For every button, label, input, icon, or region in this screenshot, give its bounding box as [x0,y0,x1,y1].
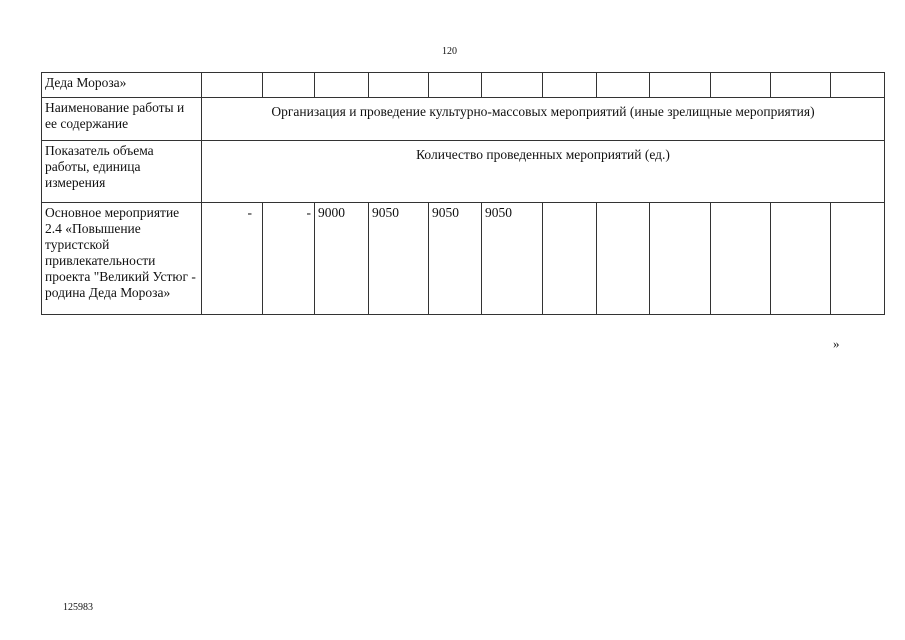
table-cell [771,73,831,98]
table-cell [429,73,482,98]
table-cell [315,73,369,98]
table-cell [202,73,263,98]
table-cell [263,73,315,98]
table-cell [650,203,711,315]
table-row [42,73,885,98]
row-label: Основное мероприятие 2.4 «Повышение туристской привлекательности проекта "Великий Устюг - родина Деда Мороза» [42,203,202,315]
page-number: 120 [442,46,457,57]
table-cell [482,73,543,98]
table-cell [597,73,650,98]
table-cell [711,73,771,98]
table-cell: 9050 [429,203,482,315]
closing-quote: » [833,336,840,351]
table-cell [711,203,771,315]
table-cell: - [263,203,315,315]
table-cell: 9000 [315,203,369,315]
table-cell [831,203,885,315]
table-cell [543,203,597,315]
table-cell [543,73,597,98]
table-cell: 9050 [482,203,543,315]
table-cell [650,73,711,98]
work-name-cell: Организация и проведение культурно-массовых мероприятий (иные зрелищные мероприятия) [202,98,885,141]
document-code: 125983 [63,602,93,613]
activity-table [41,72,885,315]
table-cell: - [202,203,263,315]
table-cell [597,203,650,315]
table-row [42,203,885,315]
table-row [42,98,885,141]
table-cell [771,203,831,315]
table-row [42,141,885,203]
row-label: Деда Мороза» [42,73,202,98]
row-label: Показатель объема работы, единица измерения [42,141,202,203]
table-cell [369,73,429,98]
table-cell [831,73,885,98]
table-cell: 9050 [369,203,429,315]
indicator-cell: Количество проведенных мероприятий (ед.) [202,141,885,203]
row-label: Наименование работы и ее содержание [42,98,202,141]
